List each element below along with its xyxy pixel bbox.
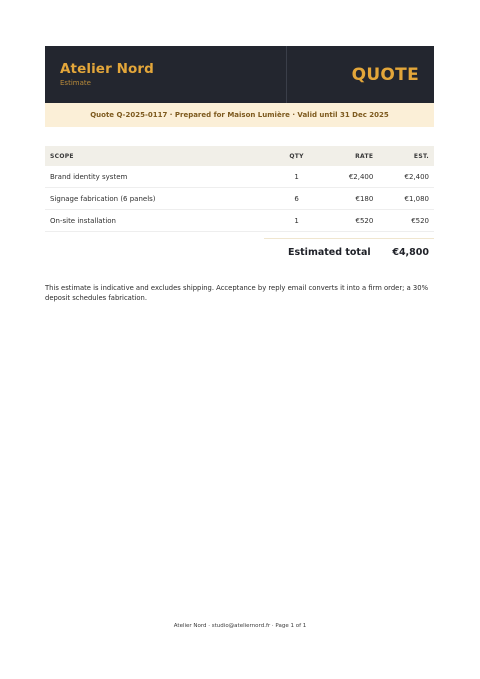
quote-info-text: Quote Q-2025-0117 · Prepared for Maison Lumière · Valid until 31 Dec 2025 <box>90 111 389 119</box>
cell-scope: Signage fabrication (6 panels) <box>50 194 156 203</box>
total-value: €4,800 <box>392 246 429 258</box>
brand-name: Atelier Nord <box>60 60 154 77</box>
cell-est: €1,080 <box>404 194 430 203</box>
table-row <box>45 188 434 210</box>
quote-info-banner <box>45 103 434 127</box>
cell-rate: €2,400 <box>348 172 374 181</box>
total-label: Estimated total <box>288 246 371 258</box>
cell-scope: Brand identity system <box>50 172 128 181</box>
table-row <box>45 166 434 188</box>
doc-type-block <box>287 46 434 103</box>
brand-block <box>45 46 287 103</box>
cell-qty: 1 <box>294 216 299 225</box>
line-items-table <box>45 146 434 232</box>
terms-note: This estimate is indicative and excludes shipping. Acceptance by reply email converts it into a firm order; a 30% deposit schedules fabrication. <box>45 284 429 302</box>
estimated-total-row <box>264 238 434 265</box>
page-footer: Atelier Nord · studio@ateliernord.fr · Page 1 of 1 <box>173 623 307 629</box>
cell-scope: On-site installation <box>50 216 116 225</box>
cell-qty: 1 <box>294 172 299 181</box>
cell-rate: €180 <box>355 194 374 203</box>
table-row <box>45 210 434 232</box>
document-header <box>45 46 434 103</box>
document-type-title: QUOTE <box>351 64 419 85</box>
column-header-qty: QTY <box>289 152 304 160</box>
column-header-scope: SCOPE <box>50 152 74 160</box>
cell-rate: €520 <box>355 216 374 225</box>
cell-est: €520 <box>411 216 430 225</box>
column-header-est: EST. <box>413 152 430 160</box>
column-header-rate: RATE <box>355 152 374 160</box>
cell-qty: 6 <box>294 194 299 203</box>
brand-subtitle: Estimate <box>60 78 91 87</box>
cell-est: €2,400 <box>404 172 430 181</box>
table-header-row <box>45 146 434 166</box>
